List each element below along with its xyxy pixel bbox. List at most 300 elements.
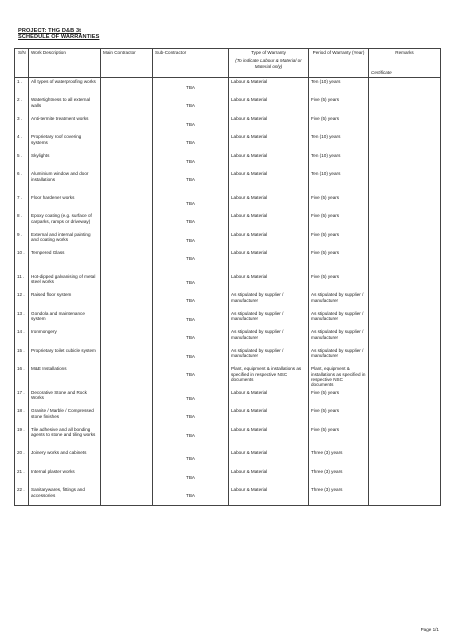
row-period-of-warranty [309, 468, 369, 487]
row-remarks [369, 468, 441, 487]
row-period-of-warranty-text: Five (5) years [311, 97, 340, 103]
row-period-of-warranty-text: As stipulated by supplier / manufacturer [311, 310, 364, 322]
row-sub-contractor-text: TBA [186, 158, 195, 164]
row-sub-contractor-text: TBA [186, 140, 195, 146]
row-remarks [369, 249, 441, 273]
row-sub-contractor [153, 249, 229, 273]
row-remarks [369, 273, 441, 292]
row-sn-text: 3 . [17, 115, 23, 121]
type-of-warranty-label: Type of Warranty [251, 50, 286, 55]
row-sn-text: 6 . [17, 171, 23, 177]
table-row [15, 291, 441, 310]
row-sn-text: 17 . [17, 389, 25, 395]
table-row [15, 328, 441, 347]
row-work-description-text: Watertightness to all external walls [31, 97, 91, 108]
row-period-of-warranty [309, 152, 369, 171]
row-type-of-warranty-text: Labour & Material [231, 213, 268, 219]
table-row [15, 407, 441, 426]
row-sn [15, 115, 29, 134]
table-row [15, 212, 441, 231]
table-row [15, 170, 441, 194]
row-sn-text: 16 . [17, 366, 25, 372]
row-period-of-warranty-text: Five (5) years [311, 213, 340, 219]
row-type-of-warranty-text: Labour & Material [231, 115, 268, 121]
col-header-type-of-warranty [229, 49, 309, 71]
row-main-contractor [101, 347, 153, 366]
row-sub-contractor-text: TBA [186, 200, 195, 206]
row-type-of-warranty-text: Labour & Material [231, 450, 268, 456]
row-period-of-warranty [309, 194, 369, 213]
row-period-of-warranty-text: Plant, equipment & installations as specified in respective NSC documents [311, 366, 366, 388]
row-sn [15, 449, 29, 468]
table-row [15, 273, 441, 292]
row-work-description-text: Internal plaster works [31, 468, 75, 474]
table-row [15, 133, 441, 152]
row-remarks [369, 347, 441, 366]
row-work-description-text: Epoxy coating (e.g. surface of carparks, ramps or driveway) [31, 213, 92, 224]
row-sub-contractor [153, 468, 229, 487]
row-sn [15, 133, 29, 152]
row-sn [15, 249, 29, 273]
row-type-of-warranty-text: Labour & Material [231, 408, 268, 414]
row-type-of-warranty-text: Labour & Material [231, 194, 268, 200]
row-main-contractor [101, 96, 153, 115]
schedule-title: SCHEDULE OF WARRANTIES [18, 34, 100, 40]
row-sn [15, 389, 29, 408]
row-sub-contractor-text: TBA [186, 279, 195, 285]
row-work-description [29, 212, 101, 231]
table-row [15, 468, 441, 487]
row-main-contractor [101, 426, 153, 450]
row-work-description-text: All types of waterproofing works [31, 78, 96, 84]
row-period-of-warranty [309, 170, 369, 194]
row-work-description-text: M&E Installations [31, 366, 67, 372]
row-sub-contractor [153, 310, 229, 329]
row-period-of-warranty-text: As stipulated by supplier / manufacturer [311, 292, 364, 303]
row-sub-contractor [153, 407, 229, 426]
row-remarks [369, 115, 441, 134]
row-sub-contractor-text: TBA [186, 84, 195, 90]
row-sn [15, 347, 29, 366]
row-sn-text: 21 . [17, 468, 25, 474]
table-row [15, 249, 441, 273]
row-work-description [29, 347, 101, 366]
row-period-of-warranty-text: Five (5) years [311, 115, 340, 121]
row-sn [15, 212, 29, 231]
row-period-of-warranty-text: Ten (10) years [311, 134, 341, 140]
row-sn [15, 231, 29, 250]
row-sn-text: 13 . [17, 310, 25, 316]
col-header-sub-contractor: Sub-Contractor [153, 49, 229, 71]
row-period-of-warranty [309, 249, 369, 273]
row-sn [15, 77, 29, 96]
row-work-description [29, 407, 101, 426]
row-sn [15, 365, 29, 389]
row-remarks [369, 310, 441, 329]
row-main-contractor [101, 486, 153, 505]
row-period-of-warranty [309, 115, 369, 134]
row-sn-text: 20 . [17, 450, 25, 456]
row-remarks [369, 152, 441, 171]
row-type-of-warranty [229, 194, 309, 213]
page-number: Page 1/1 [420, 627, 439, 632]
row-main-contractor [101, 273, 153, 292]
row-remarks [369, 77, 441, 96]
row-sub-contractor [153, 347, 229, 366]
row-work-description-text: Tile adhesive and all bonding agents to stone and tiling works [31, 426, 96, 438]
row-main-contractor [101, 365, 153, 389]
row-type-of-warranty-text: Labour & Material [231, 78, 268, 84]
row-sub-contractor [153, 152, 229, 171]
row-work-description [29, 170, 101, 194]
row-type-of-warranty [229, 96, 309, 115]
row-period-of-warranty-text: Five (5) years [311, 408, 340, 414]
row-type-of-warranty [229, 77, 309, 96]
row-sn [15, 96, 29, 115]
row-type-of-warranty [229, 407, 309, 426]
row-work-description [29, 328, 101, 347]
row-work-description [29, 449, 101, 468]
table-row [15, 389, 441, 408]
row-sub-contractor-text: TBA [186, 335, 195, 341]
row-remarks [369, 365, 441, 389]
row-period-of-warranty [309, 77, 369, 96]
row-sn-text: 19 . [17, 426, 25, 432]
row-period-of-warranty [309, 273, 369, 292]
row-type-of-warranty-text: Labour & Material [231, 389, 268, 395]
row-sub-contractor [153, 273, 229, 292]
row-main-contractor [101, 389, 153, 408]
row-work-description-text: Granite / Marble / Compressed stone finishes [31, 408, 94, 419]
row-sub-contractor-text: TBA [186, 121, 195, 127]
row-period-of-warranty [309, 347, 369, 366]
row-work-description-text: Skylights [31, 152, 50, 158]
row-sub-contractor-text: TBA [186, 395, 195, 401]
row-main-contractor [101, 449, 153, 468]
row-work-description [29, 77, 101, 96]
row-remarks [369, 449, 441, 468]
row-main-contractor [101, 77, 153, 96]
row-work-description-text: Tempered Glass [31, 250, 65, 256]
row-period-of-warranty-text: Five (5) years [311, 231, 340, 237]
row-sub-contractor [153, 426, 229, 450]
row-sn [15, 152, 29, 171]
row-sn [15, 291, 29, 310]
row-sn-text: 18 . [17, 408, 25, 414]
table-row [15, 77, 441, 96]
col-header-remarks: Remarks [369, 49, 441, 71]
row-type-of-warranty [229, 133, 309, 152]
row-remarks [369, 291, 441, 310]
row-sub-contractor-text: TBA [186, 103, 195, 109]
row-sub-contractor [153, 194, 229, 213]
row-period-of-warranty [309, 310, 369, 329]
row-period-of-warranty [309, 133, 369, 152]
row-type-of-warranty [229, 115, 309, 134]
row-type-of-warranty [229, 347, 309, 366]
row-period-of-warranty [309, 426, 369, 450]
row-type-of-warranty-text: Labour & Material [231, 231, 268, 237]
row-remarks [369, 194, 441, 213]
row-period-of-warranty [309, 486, 369, 505]
row-work-description-text: Gondola and maintenance system [31, 310, 85, 322]
row-sn-text: 7 . [17, 194, 23, 200]
row-work-description [29, 115, 101, 134]
row-work-description [29, 486, 101, 505]
row-period-of-warranty [309, 291, 369, 310]
row-type-of-warranty-text: Labour & Material [231, 468, 268, 474]
row-period-of-warranty [309, 328, 369, 347]
table-row [15, 449, 441, 468]
row-sub-contractor-text: TBA [186, 432, 195, 438]
row-type-of-warranty-text: As stipulated by supplier / manufacturer [231, 310, 284, 322]
row-type-of-warranty [229, 170, 309, 194]
row-sn [15, 273, 29, 292]
row-period-of-warranty-text: Ten (10) years [311, 152, 341, 158]
row-type-of-warranty [229, 328, 309, 347]
row-sub-contractor-text: TBA [186, 237, 195, 243]
row-sn-text: 15 . [17, 347, 25, 353]
row-sn [15, 310, 29, 329]
row-period-of-warranty-text: As stipulated by supplier / manufacturer [311, 329, 364, 340]
table-row [15, 347, 441, 366]
row-work-description-text: Sanitarywares, fittings and accessories [31, 487, 85, 498]
row-sn-text: 12 . [17, 292, 25, 298]
row-main-contractor [101, 212, 153, 231]
row-period-of-warranty-text: Ten (10) years [311, 78, 341, 84]
row-remarks [369, 231, 441, 250]
row-work-description [29, 389, 101, 408]
row-type-of-warranty [229, 212, 309, 231]
row-type-of-warranty [229, 365, 309, 389]
table-row [15, 231, 441, 250]
row-sub-contractor [153, 389, 229, 408]
row-type-of-warranty [229, 273, 309, 292]
warranty-table [14, 48, 441, 506]
row-type-of-warranty-text: Labour & Material [231, 152, 268, 158]
row-sn-text: 4 . [17, 134, 23, 140]
row-type-of-warranty-text: Labour & Material [231, 171, 268, 177]
row-sub-contractor [153, 486, 229, 505]
row-sn-text: 9 . [17, 231, 23, 237]
row-period-of-warranty-text: Five (5) years [311, 389, 340, 395]
row-sub-contractor-text: TBA [186, 353, 195, 359]
row-period-of-warranty [309, 212, 369, 231]
row-type-of-warranty-text: Labour & Material [231, 426, 268, 432]
row-work-description [29, 249, 101, 273]
row-type-of-warranty-text: As stipulated by supplier / manufacturer [231, 329, 284, 340]
row-sub-contractor [153, 115, 229, 134]
row-main-contractor [101, 152, 153, 171]
row-main-contractor [101, 133, 153, 152]
row-sub-contractor [153, 133, 229, 152]
row-work-description-text: Proprietary roof covering systems [31, 134, 82, 145]
warranty-rows [15, 77, 441, 505]
row-period-of-warranty [309, 407, 369, 426]
row-sub-contractor-text: TBA [186, 474, 195, 480]
row-sn [15, 486, 29, 505]
table-row [15, 426, 441, 450]
row-work-description-text: External and internal painting and coating works [31, 231, 91, 243]
row-sub-contractor [153, 212, 229, 231]
row-remarks [369, 486, 441, 505]
row-work-description-text: Ironmongery [31, 329, 57, 335]
row-work-description [29, 152, 101, 171]
row-type-of-warranty [229, 310, 309, 329]
row-type-of-warranty [229, 426, 309, 450]
row-sub-contractor [153, 77, 229, 96]
row-work-description [29, 133, 101, 152]
type-of-warranty-note: (To indicate Labour & Material or Material only) [235, 58, 302, 69]
project-line: PROJECT: THG D&B 3t [18, 28, 82, 34]
row-sn-text: 2 . [17, 97, 23, 103]
col-header-period-of-warranty: Period of Warranty (Year) [309, 49, 369, 71]
row-work-description [29, 194, 101, 213]
table-row [15, 194, 441, 213]
row-type-of-warranty-text: Labour & Material [231, 487, 268, 493]
row-sn-text: 8 . [17, 213, 23, 219]
row-work-description [29, 310, 101, 329]
row-period-of-warranty-text: Five (5) years [311, 194, 340, 200]
row-main-contractor [101, 115, 153, 134]
row-type-of-warranty-text: As stipulated by supplier / manufacturer [231, 292, 284, 303]
row-main-contractor [101, 310, 153, 329]
row-main-contractor [101, 194, 153, 213]
row-work-description [29, 365, 101, 389]
row-sub-contractor-text: TBA [186, 256, 195, 262]
row-main-contractor [101, 407, 153, 426]
table-row [15, 115, 441, 134]
row-sub-contractor [153, 170, 229, 194]
row-sn-text: 10 . [17, 250, 25, 256]
row-sub-contractor [153, 96, 229, 115]
row-remarks [369, 389, 441, 408]
row-work-description-text: Anti-termite treatment works [31, 115, 89, 121]
row-type-of-warranty [229, 449, 309, 468]
row-work-description [29, 426, 101, 450]
row-sn [15, 407, 29, 426]
row-sn [15, 170, 29, 194]
row-main-contractor [101, 249, 153, 273]
row-sub-contractor-text: TBA [186, 177, 195, 183]
row-sn [15, 426, 29, 450]
table-row [15, 310, 441, 329]
row-main-contractor [101, 291, 153, 310]
table-row [15, 486, 441, 505]
row-type-of-warranty [229, 249, 309, 273]
col-header-sn: S/N [15, 49, 29, 71]
row-main-contractor [101, 468, 153, 487]
row-sub-contractor [153, 328, 229, 347]
row-remarks [369, 212, 441, 231]
row-period-of-warranty-text: Three (3) years [311, 468, 343, 474]
row-sub-contractor [153, 291, 229, 310]
row-sn [15, 194, 29, 213]
row-period-of-warranty [309, 96, 369, 115]
row-type-of-warranty-text: Plant, equipment & installations as specified in respective NSC documents [231, 366, 302, 382]
row-sub-contractor-text: TBA [186, 414, 195, 420]
row-type-of-warranty-text: As stipulated by supplier / manufacturer [231, 347, 284, 359]
row-sub-contractor-text: TBA [186, 219, 195, 225]
row-period-of-warranty [309, 449, 369, 468]
row-type-of-warranty [229, 486, 309, 505]
certificate-label: Certificate [369, 70, 441, 77]
row-work-description-text: Hot-dipped galvanising of metal steel works [31, 273, 96, 285]
row-work-description [29, 96, 101, 115]
row-type-of-warranty [229, 231, 309, 250]
row-period-of-warranty-text: Ten (10) years [311, 171, 341, 177]
row-work-description-text: Floor hardener works [31, 194, 75, 200]
row-main-contractor [101, 328, 153, 347]
row-sn-text: 1 . [17, 78, 23, 84]
table-row [15, 152, 441, 171]
row-work-description [29, 273, 101, 292]
table-row [15, 96, 441, 115]
row-remarks [369, 426, 441, 450]
row-period-of-warranty-text: Five (5) years [311, 273, 340, 279]
row-work-description-text: Proprietary toilet cubicle system [31, 347, 96, 353]
row-period-of-warranty-text: Five (5) years [311, 426, 340, 432]
row-type-of-warranty-text: Labour & Material [231, 134, 268, 140]
row-sub-contractor-text: TBA [186, 493, 195, 499]
row-work-description-text: Aluminium window and door installations [31, 171, 89, 182]
row-sn-text: 22 . [17, 487, 25, 493]
row-type-of-warranty [229, 291, 309, 310]
row-work-description [29, 231, 101, 250]
row-period-of-warranty [309, 231, 369, 250]
row-type-of-warranty-text: Labour & Material [231, 250, 268, 256]
row-sn-text: 5 . [17, 152, 23, 158]
row-period-of-warranty-text: Three (3) years [311, 450, 343, 456]
row-period-of-warranty-text: Three (3) years [311, 487, 343, 493]
row-work-description [29, 468, 101, 487]
row-sn [15, 468, 29, 487]
row-sub-contractor-text: TBA [186, 372, 195, 378]
row-remarks [369, 407, 441, 426]
row-type-of-warranty-text: Labour & Material [231, 97, 268, 103]
row-period-of-warranty-text: Five (5) years [311, 250, 340, 256]
row-type-of-warranty [229, 152, 309, 171]
row-work-description-text: Decorative Stone and Rock Works [31, 389, 87, 401]
row-remarks [369, 170, 441, 194]
row-period-of-warranty [309, 389, 369, 408]
col-header-work-description: Work Description [29, 49, 101, 71]
row-remarks [369, 96, 441, 115]
row-type-of-warranty [229, 389, 309, 408]
row-sub-contractor [153, 365, 229, 389]
row-sub-contractor-text: TBA [186, 316, 195, 322]
row-type-of-warranty [229, 468, 309, 487]
row-sub-contractor [153, 449, 229, 468]
row-work-description-text: Raised floor system [31, 292, 72, 298]
row-type-of-warranty-text: Labour & Material [231, 273, 268, 279]
row-sn-text: 11 . [17, 273, 25, 279]
col-header-main-contractor: Main Contractor [101, 49, 153, 71]
row-sn-text: 14 . [17, 329, 25, 335]
row-main-contractor [101, 170, 153, 194]
table-row [15, 365, 441, 389]
row-sn [15, 328, 29, 347]
row-remarks [369, 133, 441, 152]
row-work-description-text: Joinery works and cabinets [31, 450, 87, 456]
row-sub-contractor-text: TBA [186, 456, 195, 462]
row-remarks [369, 328, 441, 347]
row-sub-contractor [153, 231, 229, 250]
row-period-of-warranty [309, 365, 369, 389]
row-main-contractor [101, 231, 153, 250]
row-work-description [29, 291, 101, 310]
row-sub-contractor-text: TBA [186, 298, 195, 304]
